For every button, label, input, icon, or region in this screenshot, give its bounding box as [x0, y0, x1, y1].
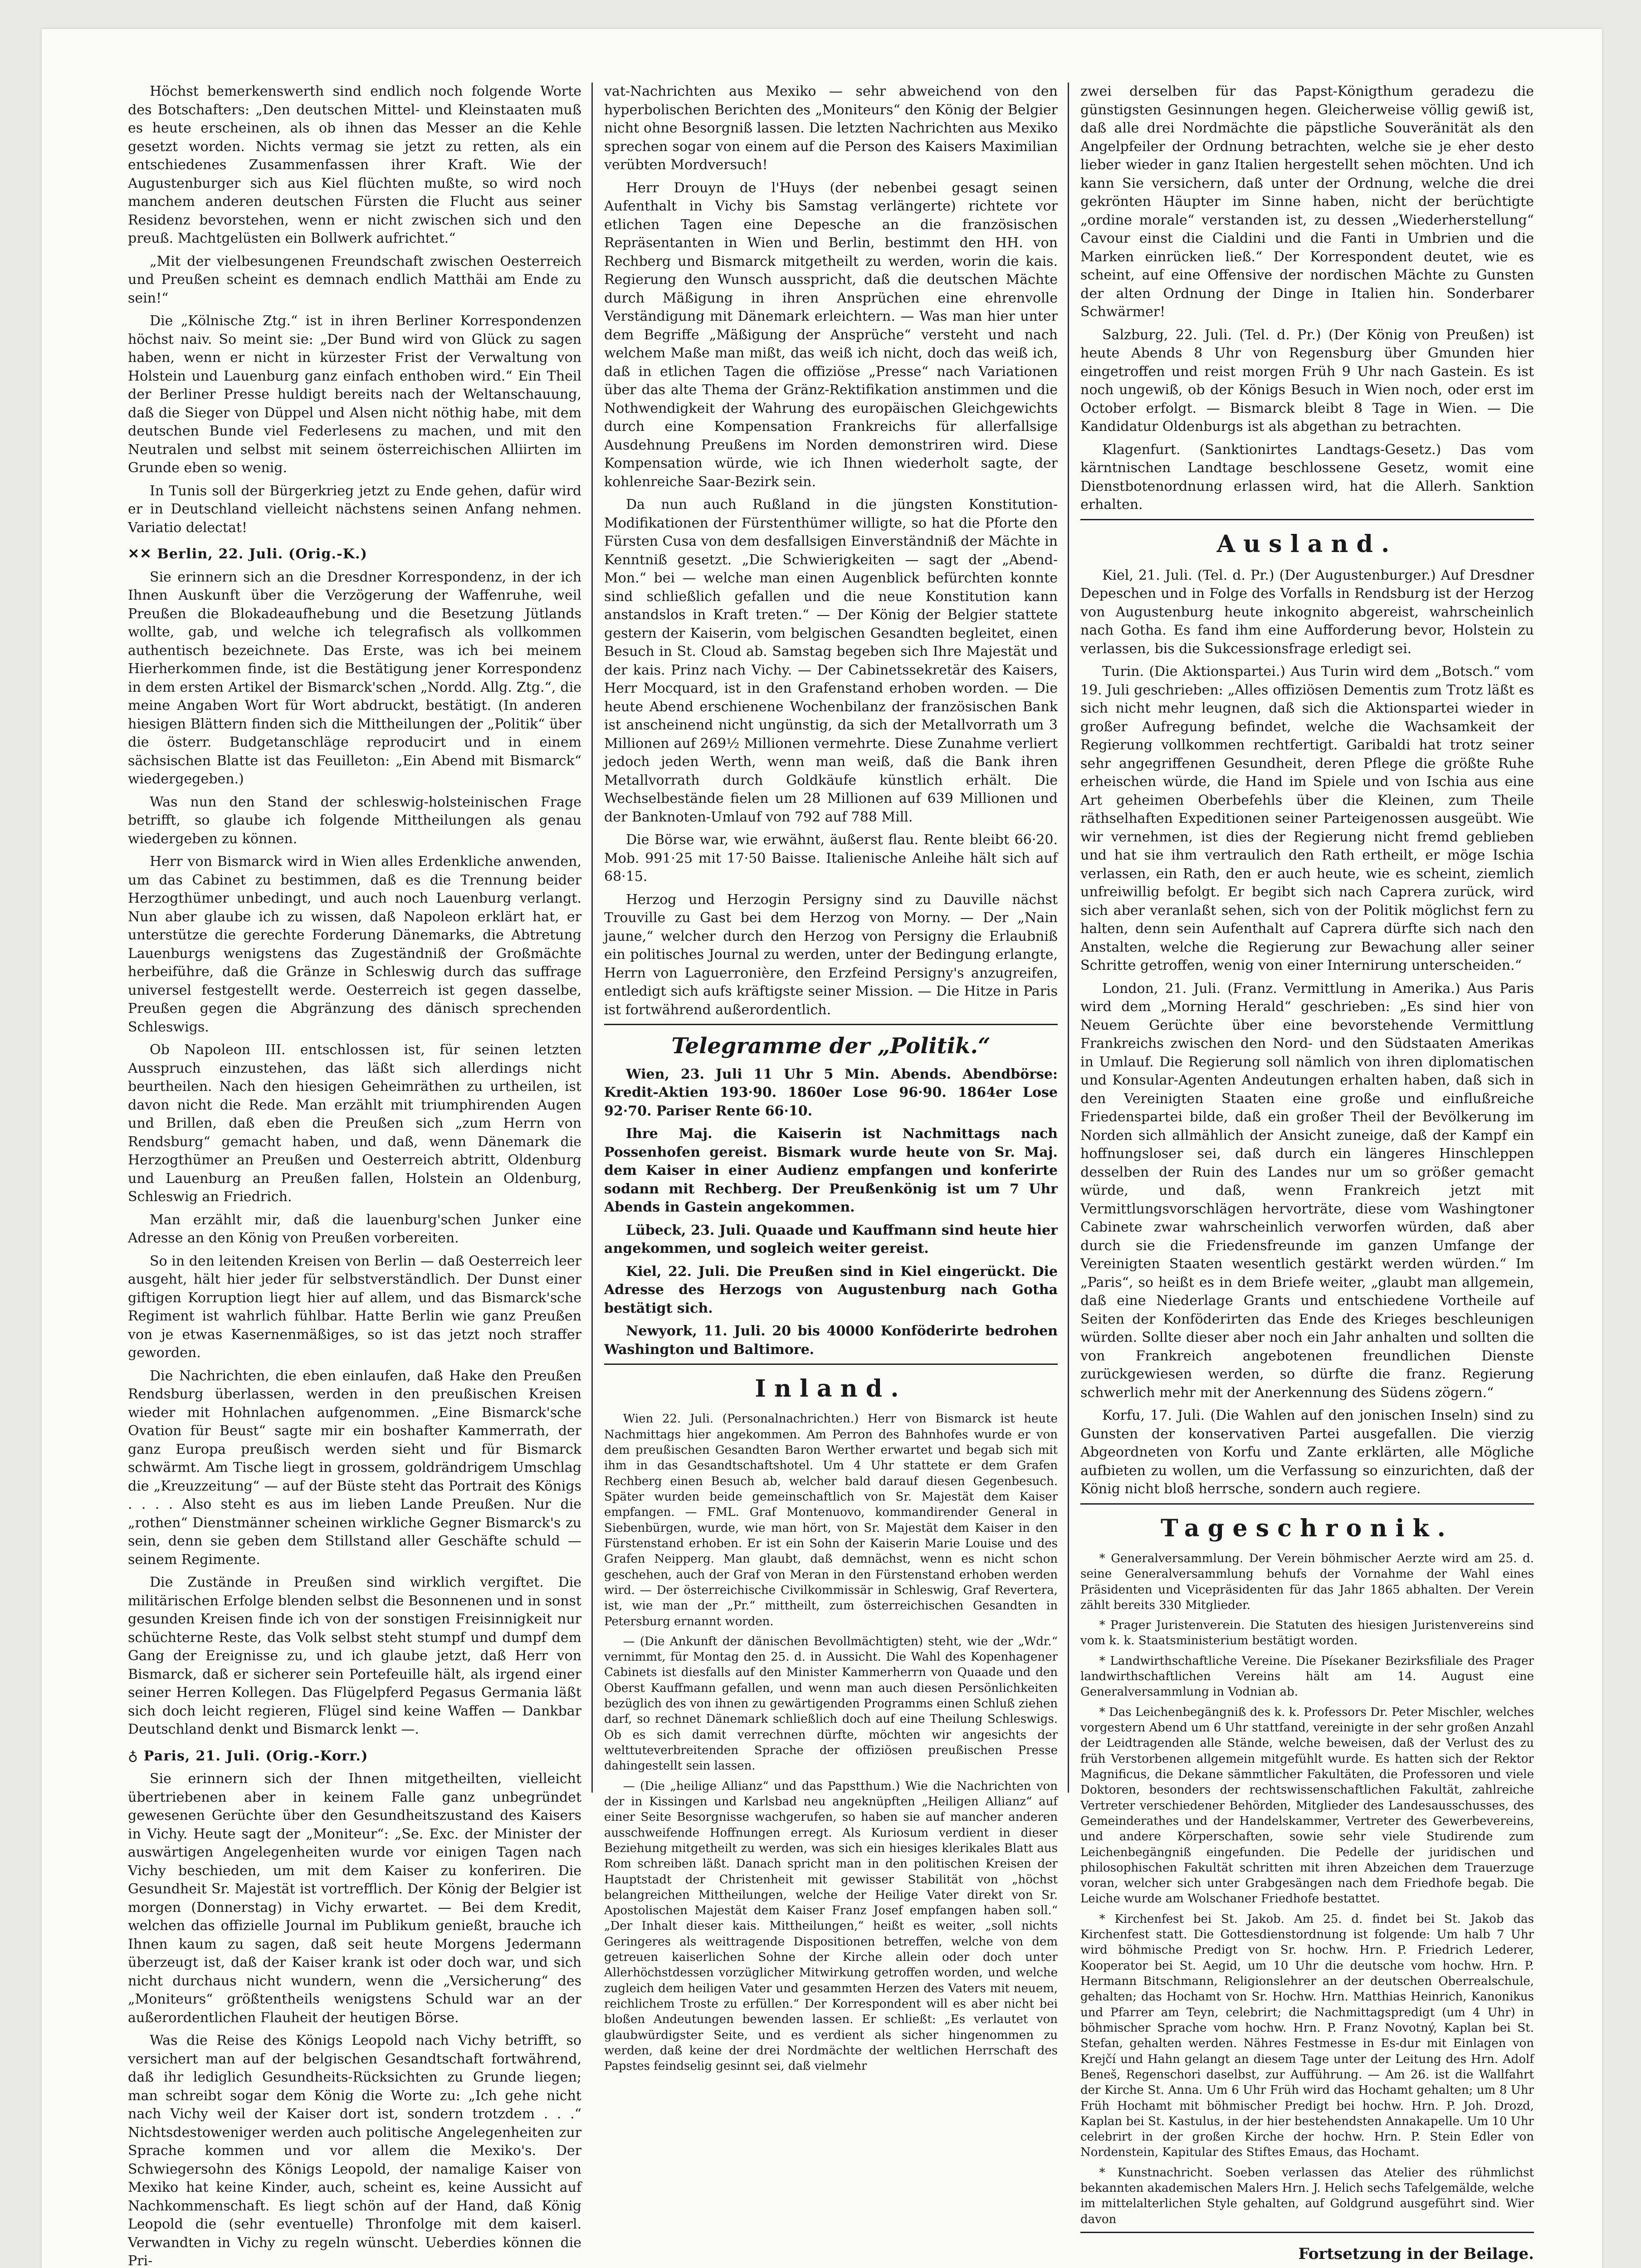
section-divider	[1080, 2232, 1534, 2233]
paragraph: Salzburg, 22. Juli. (Tel. d. Pr.) (Der König von Preußen) ist heute Abends 8 Uhr von Regensburg über Gmunden hier eingetroffen und reist morgen Früh 9 Uhr nach Gastein. Es ist noch ungewiß, ob der Königs Besuch in Wien noch, oder erst im October erfolgt. — Bismarck bleibt 8 Tage in Wien. — Die Kandidatur Oldenburgs ist als abgethan zu betrachten.	[1080, 327, 1534, 435]
paragraph: Die Börse war, wie erwähnt, äußerst flau. Rente bleibt 66·20. Mob. 991·25 mit 17·50 Baisse. Italienische Anleihe hält sich auf 68·15.	[604, 832, 1058, 885]
paragraph: * Kirchenfest bei St. Jakob. Am 25. d. findet bei St. Jakob das Kirchenfest statt. Die Gottesdienstordnung ist folgende: Um halb 7 Uhr wird böhmische Predigt von Sr. hochw. Hrn. P. Friedrich Lederer, Kooperator bei St. Aegid, um 10 Uhr die deutsche vom hochw. Hrn. P. Hermann Bitschmann, Religionslehrer an der deutschen Oberrealschule, gehalten; das Hochamt von Sr. Hochw. Hrn. Matthias Heinrich, Kanonikus und Pfarrer am Teyn, celebrirt; die Nachmittagspredigt (um 4 Uhr) in böhmischer Sprache vom hochw. Hrn. P. Franz Novotný, Kaplan bei St. Stefan, gehalten werden. Nähres Festmesse in Es-dur mit Einlagen von Krejčí und Hahn gelangt an diesem Tage unter der Leitung des Hrn. Adolf Beneš, Regenschori daselbst, zur Aufführung. — Am 26. ist die Wallfahrt der Kirche St. Anna. Um 6 Uhr Früh wird das Hochamt gehalten; um 8 Uhr Früh Hochamt mit böhmischer Predigt bei hochw. Hrn. P. Joh. Drozd, Kaplan bei St. Kastulus, in der hier bestehendsten Annakapelle. Um 10 Uhr celebrirt in der großen Kirche der hochw. Hrn. P. Stein Edler von Nordenstein, Kapitular des Stiftes Emaus, das Hochamt.	[1080, 1912, 1534, 2160]
section-divider	[1080, 1503, 1534, 1505]
paragraph: Was die Reise des Königs Leopold nach Vichy betrifft, so versichert man auf der belgischen Gesandtschaft fortwährend, daß ihr lediglich Gesundheits-Rücksichten zu Grunde liegen; man schreibt sogar dem König die Worte zu: „Ich gehe nicht nach Vichy weil der Kaiser dort ist, sondern trotzdem . . .“ Nichtsdestoweniger werden auch politische Angelegenheiten zur Sprache kommen und vor allem die Mexiko's. Der Schwiegersohn des Königs Leopold, der namalige Kaiser von Mexiko hat keine Kinder, auch, scheint es, keine Aussicht auf Nachkommenschaft. Es liegt schön auf der Hand, daß König Leopold die (sehr eventuelle) Thronfolge mit dem kaiserl. Verwandten in Vichy zu regeln wünscht. Ueberdies können die Pri-	[128, 2033, 581, 2268]
dateline-berlin: ✕✕ Berlin, 22. Juli. (Orig.-K.)	[128, 546, 368, 562]
paragraph: Korfu, 17. Juli. (Die Wahlen auf den jonischen Inseln) sind zu Gunsten der konservativen Partei ausgefallen. Die vierzig Abgeordneten von Korfu und Zante erklärten, alle Mögliche aufbieten zu wollen, um die Verfassung so einzurichten, daß der König nicht bloß herrsche, sondern auch regiere.	[1080, 1408, 1534, 1497]
telegram-item: Ihre Maj. die Kaiserin ist Nachmittags nach Possenhofen gereist. Bismark wurde heute von Sr. Maj. dem Kaiser in einer Audienz empfangen und konferirte sodann mit Rechberg. Der Preußenkönig ist um 7 Uhr Abends in Gastein angekommen.	[604, 1126, 1058, 1216]
section-title-ausland: Ausland.	[1216, 530, 1398, 558]
column-divider	[1068, 83, 1069, 1793]
paragraph: Herr Drouyn de l'Huys (der nebenbei gesagt seinen Aufenthalt in Vichy bis Samstag verlängerte) richtete vor etlichen Tagen eine Depesche an die französischen Repräsentanten in Wien und Berlin, bestimmt den HH. von Rechberg und Bismarck mitgetheilt zu werden, worin die kais. Regierung den Wunsch ausspricht, daß die deutschen Mächte durch Mäßigung in ihren Ansprüchen eine ehrenvolle Verständigung mit Dänemark erleichtern. — Was man hier unter dem Begriffe „Mäßigung der Ansprüche“ versteht und nach welchem Maße man mißt, das weiß ich nicht, doch das weiß ich, daß in etlichen Tagen die offiziöse „Presse“ nach Variationen über das alte Thema der Gränz-Rektifikation anstimmen und die Nothwendigkeit der Wahrung des europäischen Gleichgewichts durch eine Kompensation Frankreichs für allerfallsige Ausdehnung Preußens im Norden demonstriren wird. Diese Kompensation würde, wie ich Ihnen wiederholt sagte, der kohlenreiche Saar-Bezirk sein.	[604, 180, 1058, 490]
paragraph: Sie erinnern sich an die Dresdner Korrespondenz, in der ich Ihnen Auskunft über die Verzögerung der Waffenruhe, weil Preußen die Blokadeaufhebung und die Besetzung Jütlands wollte, gab, und welche ich telegrafisch als vollkommen authentisch bezeichnete. Das Erste, was ich bei meinem Hierherkommen finde, ist die Bestätigung jener Korrespondenz in dem ersten Artikel der Bismarck'schen „Nordd. Allg. Ztg.“, die meine Angaben Wort für Wort abdruckt, bestätigt. (In anderen hiesigen Blättern finden sich die Mittheilungen der „Politik“ über die österr. Budgetanschläge reproducirt und in einem sächsischen Blatte ist das Feuilleton: „Ein Abend mit Bismarck“ wiedergegeben.)	[128, 569, 581, 787]
paragraph: Kiel, 21. Juli. (Tel. d. Pr.) (Der Augustenburger.) Auf Dresdner Depeschen und in Folge des Vorfalls in Rendsburg ist der Herzog von Augustenburg heute inkognito abgereist, wahrscheinlich nach Gotha. Es fand ihm eine Aufforderung bevor, Holstein zu verlassen, bis die Sukcessionsfrage erledigt sei.	[1080, 567, 1534, 657]
paragraph: „Mit der vielbesungenen Freundschaft zwischen Oesterreich und Preußen scheint es demnach endlich Matthäi am Ende zu sein!“	[128, 253, 581, 306]
newspaper-page	[42, 29, 1602, 2268]
dateline-paris: ♁ Paris, 21. Juli. (Orig.-Korr.)	[128, 1748, 368, 1764]
paragraph: — (Die „heilige Allianz“ und das Papstthum.) Wie die Nachrichten von der in Kissingen und Karlsbad neu angeknüpften „Heiligen Allianz“ auf einer Seite Besorgnisse wachgerufen, so haben sie auf mancher anderen ausschweifende Hoffnungen erregt. Als Kuriosum verdient in dieser Beziehung mitgetheilt zu werden, was sich ein hiesiges klerikales Blatt aus Rom schreiben läßt. Danach spricht man in den politischen Kreisen der Hauptstadt der Christenheit mit gewisser Stabilität von „höchst belangreichen Mittheilungen, welche der Heilige Vater direkt von Sr. Apostolischen Majestät dem Kaiser Franz Josef empfangen haben soll.“ „Der Inhalt dieser kais. Mittheilungen,“ heißt es weiter, „soll nichts Geringeres als weittragende Dispositionen betreffen, welche von dem getreuen kaiserlichen Sohne der Kirche allein oder doch unter Allerhöchstdessen vorzüglicher Mitwirkung getroffen worden, und welche zugleich dem heiligen Vater und gesammten Herzen des Vaters mit neuem, reichlichem Troste zu erfüllen.“ Der Korrespondent will es aber nicht bei bloßen Andeutungen bewenden lassen. Er schließt: „Es verlautet von glaubwürdigster Seite, und es verdient als sicher hingenommen zu werden, daß keine der drei Nordmächte der weltlichen Herrschaft des Papstes feindselig gesinnt sei, daß vielmehr	[604, 1779, 1058, 2073]
paragraph: Die Nachrichten, die eben einlaufen, daß Hake den Preußen Rendsburg überlassen, werden in den preußischen Kreisen wieder mit Hohnlachen aufgenommen. „Eine Bismarck'sche Ovation für Beust“ sagte mir ein boshafter Kammerrath, der ganz Europa preußisch werden sieht und für Bismarck schwärmt. Am Tische liegt in grossem, goldrändrigem Umschlag die „Kreuzzeitung“ — auf der Büste steht das Portrait des Königs . . . . Also steht es aus im lieben Lande Preußen. Nur die „rothen“ Dienstmänner scheinen wirkliche Gegner Bismarck's zu sein, denn sie geben dem Stillstand aller Geschäfte schuld — seinem Regimente.	[128, 1368, 581, 1568]
telegram-item: Lübeck, 23. Juli. Quaade und Kauffmann sind heute hier angekommen, und sogleich weiter gereist.	[604, 1222, 1058, 1257]
paragraph: In Tunis soll der Bürgerkrieg jetzt zu Ende gehen, dafür wird er in Deutschland vielleicht nächstens seinen Anfang nehmen. Variatio delectat!	[128, 483, 581, 536]
paragraph: Wien 22. Juli. (Personalnachrichten.) Herr von Bismarck ist heute Nachmittags hier angekommen. Am Perron des Bahnhofes wurde er von dem preußischen Gesandten Baron Werther erwartet und begab sich mit ihm in das Gesandtschaftshotel. Um 4 Uhr stattete er dem Grafen Rechberg einen Besuch ab, welcher bald darauf diesen Gegenbesuch. Später wurden beide gemeinschaftlich von Sr. Majestät dem Kaiser empfangen. — FML. Graf Montenuovo, kommandirender General in Siebenbürgen, wurde, wie man hört, von Sr. Majestät dem Kaiser in den Fürstenstand erhoben. Er ist ein Sohn der Kaiserin Marie Louise und des Grafen Neipperg. Man glaubt, daß demnächst, wenn es nicht schon geschehen, auch der Graf von Meran in den Fürstenstand erhoben werden wird. — Der österreichische Civilkommissär in Schleswig, Graf Revertera, ist, wie man der „Pr.“ mittheilt, zum österreichischen Gesandten in Petersburg ernannt worden.	[604, 1412, 1058, 1628]
paragraph: * Kunstnachricht. Soeben verlassen das Atelier des rühmlichst bekannten akademischen Malers Hrn. J. Helich sechs Tafelgemälde, welche im mittelalterlichen Style gehalten, auf Goldgrund ausgeführt sind. Wier davon	[1080, 2165, 1534, 2226]
column-left	[128, 83, 581, 2268]
paragraph: * Landwirthschaftliche Vereine. Die Písekaner Bezirksfiliale des Prager landwirthschaftlichen Vereins hält am 14. August eine Generalversammlung in Vodnian ab.	[1080, 1654, 1534, 1699]
paragraph: — (Die Ankunft der dänischen Bevollmächtigten) steht, wie der „Wdr.“ vernimmt, für Montag den 25. d. in Aussicht. Die Wahl des Kopenhagener Cabinets ist diesfalls auf den Minister Kammerherrn von Quaade und den Oberst Kauffmann gefallen, und wenn man auch diesen Persönlichkeiten bezüglich des von ihnen zu gewärtigenden Programms einen Schluß ziehen darf, so rechnet Dänemark schließlich doch auf eine Theilung Schleswigs. Ob es sich damit verrechnen dürfte, möchten wir angesichts der welttuteverbreitenden Sprache der offiziösen preußischen Presse dahingestellt sein lassen.	[604, 1634, 1058, 1773]
paragraph: Die „Kölnische Ztg.“ ist in ihren Berliner Korrespondenzen höchst naiv. So meint sie: „Der Bund wird von Glück zu sagen haben, wenn er nicht in kürzester Frist der Verwaltung von Holstein und Lauenburg ganz einfach enthoben wird.“ Ein Theil der Berliner Presse huldigt bereits nach der Weltanschauung, daß die Sieger von Düppel und Alsen nicht nöthig habe, mit dem deutschen Bunde viel Federlesens zu machen, und mit den Neutralen und selbst mit seinem österreichischen Alliirten im Grunde eben so wenig.	[128, 313, 581, 476]
paragraph: zwei derselben für das Papst-Königthum geradezu die günstigsten Gesinnungen hegen. Gleicherweise völlig gewiß ist, daß alle drei Nordmächte die päpstliche Souveränität als den Angelpfeiler der Ordnung betrachten, welche sie je eher desto lieber wieder in ganz Italien hergestellt sehen möchten. Und ich kann Sie versichern, daß unter der Ordnung, welche die drei gekrönten Häupter im Sinne haben, nicht der berüchtigte „ordine morale“ verstanden ist, zu dessen „Wiederherstellung“ Cavour einst die Cialdini und die Fanti in Umbrien und die Marken einrücken ließ.“ Der Korrespondent deutet, wie es scheint, auf eine Offensive der nordischen Mächte zu Gunsten der alten Ordnung der Dinge in Italien hin. Sonderbarer Schwärmer!	[1080, 83, 1534, 320]
paragraph: Die Zustände in Preußen sind wirklich vergiftet. Die militärischen Erfolge blenden selbst die Besonnenen und in sonst gesunden Kreisen finde ich von der sonstigen Freisinnigkeit nur schüchterne Reste, das Volk selbst steht stumpf und dumpf dem Gang der Ereignisse zu, und ich glaube jetzt, daß Herr von Bismarck, daß er sicherer sein Portefeuille hält, als irgend einer seiner Herren Kollegen. Das Flügelpferd Pegasus Germania läßt sich doch leicht regieren, Flügel sind keine Waffen — Dankbar Deutschland denkt und Bismarck lenkt —.	[128, 1574, 581, 1737]
paragraph: Höchst bemerkenswerth sind endlich noch folgende Worte des Botschafters: „Den deutschen Mittel- und Kleinstaaten muß es heute erscheinen, als ob ihnen das Messer an die Kehle gesetzt worden. Nichts vermag sie jetzt zu retten, als ein entschiedenes Zusammenfassen ihrer Kraft. Wie der Augustenburger sich aus Kiel flüchten mußte, so wird noch manchem anderen deutschen Fürsten die Flucht aus seiner Residenz bevorstehen, wenn er nicht zwischen sich und den preuß. Machtgelüsten ein Bollwerk aufrichtet.“	[128, 83, 581, 246]
paragraph: * Generalversammlung. Der Verein böhmischer Aerzte wird am 25. d. seine Generalversammlung behufs der Vornahme der Wahl eines Präsidenten und Vicepräsidenten für das Jahr 1865 abhalten. Der Verein zählt bereits 330 Mitglieder.	[1080, 1551, 1534, 1612]
inland-block	[604, 1411, 1058, 2074]
section-divider	[1080, 519, 1534, 520]
telegram-item: Newyork, 11. Juli. 20 bis 40000 Konföderirte bedrohen Washington und Baltimore.	[604, 1323, 1058, 1358]
telegram-block	[604, 1066, 1058, 1359]
telegram-item: Kiel, 22. Juli. Die Preußen sind in Kiel eingerückt. Die Adresse des Herzogs von Augustenburg nach Gotha bestätigt sich.	[604, 1263, 1058, 1316]
section-title-inland: Inland.	[755, 1375, 907, 1403]
section-title-telegrams: Telegramme der „Politik.“	[671, 1033, 991, 1059]
paragraph: Herzog und Herzogin Persigny sind zu Dauville nächst Trouville zu Gast bei dem Herzog von Morny. — Der „Nain jaune,“ welcher durch den Herzog von Persigny die Erlaubniß ein politisches Journal zu werden, unter der Bedingung erlangte, Herrn von Laguerronière, den Erzfeind Persigny's anzugreifen, entledigt sich aufs kräftigste seiner Mission. — Die Hitze in Paris ist fortwährend außerordentlich.	[604, 891, 1058, 1018]
paragraph: Ob Napoleon III. entschlossen ist, für seinen letzten Ausspruch einzustehen, das läßt sich allerdings nicht beurtheilen. Nach den hiesigen Geheimräthen zu urtheilen, ist davon nicht die Rede. Man erzählt mit triumphirenden Augen und Brillen, daß eben die Preußen sich „zum Herrn von Rendsburg“ gemacht haben, und daß, wenn Dänemark die Herzogthümer an Preußen und Oesterreich abtritt, Oldenburg und Lauenburg an Preußen fallen, Holstein an Oldenburg, Schleswig an Friedrich.	[128, 1042, 581, 1205]
tageschronik-block	[1080, 1551, 1534, 2227]
paragraph: Da nun auch Rußland in die jüngsten Konstitution-Modifikationen der Fürstenthümer willigte, so hat die Pforte den Fürsten Cusa von dem desfallsigen Einverständniß der Mächte in Kenntniß gesetzt. „Die Schwierigkeiten — sagt der „Abend-Mon.“ bei — welche man einen Augenblick befürchten konnte sind schließlich gefallen und die neue Konstitution kann anstandslos in Kraft treten.“ — Der König der Belgier stattete gestern der Kaiserin, vom belgischen Gesandten begleitet, einen Besuch in St. Cloud ab. Samstag begeben sich Ihre Majestät und der kais. Prinz nach Vichy. — Der Cabinetssekretär des Kaisers, Herr Mocquard, ist in den Grafenstand erhoben worden. — Die heute Abend erschienene Wochenbilanz der französischen Bank ist anscheinend nicht ungünstig, da sich der Metallvorrath um 3 Millionen auf 269½ Millionen vermehrte. Diese Zunahme verliert jedoch jeden Werth, wenn man weiß, daß die Bank ihren Metallvorrath durch Goldkäufe künstlich erhält. Die Wechselbestände fielen um 28 Millionen auf 639 Millionen und der Banknoten-Umlauf von 792 auf 788 Mill.	[604, 497, 1058, 825]
section-title-tageschronik: Tageschronik.	[1161, 1514, 1454, 1542]
paragraph: * Das Leichenbegängniß des k. k. Professors Dr. Peter Mischler, welches vorgestern Abend um 6 Uhr stattfand, vereinigte in der sehr großen Anzahl der Leidtragenden alle Stände, welche beweisen, daß der Verlust des zu früh Verstorbenen allgemein mitgefühlt wurde. Es hatten sich der Rektor Magnificus, die Dekane sämmtlicher Fakultäten, die Professoren und viele Doktoren, besonders der rechtswissenschaftlichen Fakultät, zahlreiche Vertreter verschiedener Behörden, Mitglieder des Landesausschusses, des Gemeinderathes und der Handelskammer, Vertreter des Gewerbevereins, und andere Körperschaften, sowie sehr viele Studirende zum Leichenbegängniß eingefunden. Die Pedelle der juridischen und philosophischen Fakultät schritten mit ihren Abzeichen dem Trauerzuge voran, welcher sich unter Grabgesängen nach dem Friedhofe begab. Die Leiche wurde am Wolschaner Friedhofe bestattet.	[1080, 1705, 1534, 1906]
paragraph: * Prager Juristenverein. Die Statuten des hiesigen Juristenvereins sind vom k. k. Staatsministerium bestätigt worden.	[1080, 1618, 1534, 1648]
paragraph: vat-Nachrichten aus Mexiko — sehr abweichend von den hyperbolischen Berichten des „Moniteurs“ den König der Belgier nicht ohne Besorgniß lassen. Die letzten Nachrichten aus Mexiko sprechen sogar von einem auf die Person des Kaisers Maximilian verübten Mordversuch!	[604, 83, 1058, 173]
column-divider	[591, 83, 593, 1793]
continuation-note: Fortsetzung in der Beilage.	[1298, 2245, 1534, 2263]
telegram-item: Wien, 23. Juli 11 Uhr 5 Min. Abends. Abendbörse: Kredit-Aktien 193·90. 1860er Lose 96·90. 1864er Lose 92·70. Pariser Rente 66·10.	[604, 1066, 1058, 1119]
paragraph: Sie erinnern sich der Ihnen mitgetheilten, vielleicht übertriebenen aber in keinem Falle ganz unbegründet gewesenen Gerüchte über den Gesundheitszustand des Kaisers in Vichy. Heute sagt der „Moniteur“: „Se. Exc. der Minister der auswärtigen Angelegenheiten wurde vor einigen Tagen nach Vichy beschieden, um mit dem Kaiser zu konferiren. Die Gesundheit Sr. Majestät ist vortrefflich. Der König der Belgier ist morgen (Donnerstag) in Vichy erwartet. — Bei dem Kredit, welchen das offizielle Journal im Publikum genießt, brauche ich Ihnen kaum zu sagen, daß seit heute Morgens Jedermann überzeugt ist, daß der Kaiser krank ist oder doch war, und sich nicht durchaus nicht wundern, wenn die „Versicherung“ des „Moniteurs“ größtentheils wenigstens Schuld war an der außerordentlichen Flauheit der heutigen Börse.	[128, 1771, 581, 2026]
paragraph: Turin. (Die Aktionspartei.) Aus Turin wird dem „Botsch.“ vom 19. Juli geschrieben: „Alles offiziösen Dementis zum Trotz läßt es sich nicht mehr leugnen, daß sich die Aktionspartei wieder in großer Aufregung befindet, welche die Wachsamkeit der Regierung vollkommen rechtfertigt. Garibaldi hat trotz seiner sehr angegriffenen Gesundheit, deren Pflege die größte Ruhe erheischen würde, die Hand im Spiele und von Ischia aus eine Art geheimen Oberbefehls über die Kleinen, zum Theile räthselhaften Expeditionen seiner Parteigenossen ausgeübt. Wie wir vernehmen, ist dies der Regierung nicht fremd geblieben und hat sie ihm vertraulich den Rath ertheilt, er möge Ischia verlassen, ein Rath, den er auch heute, wie es scheint, ziemlich unfreiwillig befolgt. Er begibt sich nach Caprera zurück, wird sich aber veranlaßt sehen, sich von der Politik möglichst fern zu halten, denn sein Aufenthalt auf Caprera dürfte sich nach den Anstalten, welche die Regierung zur Bewachung aller seiner Schritte getroffen, wenig von einer Internirung unterscheiden.“	[1080, 664, 1534, 974]
paragraph: Was nun den Stand der schleswig-holsteinischen Frage betrifft, so glaube ich folgende Mittheilungen als genau wiedergeben zu können.	[128, 794, 581, 847]
column-middle	[604, 83, 1058, 2073]
paragraph: So in den leitenden Kreisen von Berlin — daß Oesterreich leer ausgeht, hält hier jeder für selbstverständlich. Der Dunst einer giftigen Korruption liegt hier auf allem, und das Bismarck'sche Regiment ist wahrlich fühlbar. Hatte Berlin wie ganz Preußen von je etwas Kasernenmäßiges, so ist das jetzt noch straffer geworden.	[128, 1253, 581, 1361]
section-divider	[604, 1364, 1058, 1365]
section-divider	[604, 1024, 1058, 1025]
paragraph: Man erzählt mir, daß die lauenburg'schen Junker eine Adresse an den König von Preußen vorbereiten.	[128, 1212, 581, 1246]
paragraph: Klagenfurt. (Sanktionirtes Landtags-Gesetz.) Das vom kärntnischen Landtage beschlossene Gesetz, womit eine Dienstbotenordnung erlassen wird, hat die Allerh. Sanktion erhalten.	[1080, 441, 1534, 513]
column-right	[1080, 83, 1534, 2263]
paragraph: London, 21. Juli. (Franz. Vermittlung in Amerika.) Aus Paris wird dem „Morning Herald“ geschrieben: „Es sind hier von Neuem Gerüchte über eine bevorstehende Vermittlung Frankreichs zwischen den Nord- und den Südstaaten Amerikas in Umlauf. Die Regierung soll nämlich von ihren diplomatischen und Konsular-Agenten Andeutungen erhalten haben, daß sich in den Vereinigten Staaten eine große und einflußreiche Friedenspartei bilde, daß ein großer Theil der Bevölkerung im Norden sich allmählich der Ansicht zuneige, daß der Kampf ein hoffnungsloser sei, daß durch ein längeres Hinschleppen desselben der Ruin des Landes nur um so größer gemacht würde, und daß, wenn Frankreich jetzt mit Vermittlungsvorschlägen hervorträte, diese vom Washingtoner Cabinete zwar wahrscheinlich verworfen würden, daß aber durch sie die Friedensfreunde im ganzen Umfange der Vereinigten Staaten wesentlich gestärkt werden würden.“ Im „Paris“, so heißt es in dem Briefe weiter, „glaubt man allgemein, daß eine Niederlage Grants und entschiedene Vortheile auf Seiten der Konföderirten das Ende des Krieges beschleunigen würden. Sollte dieser aber noch ein Jahr anhalten und sollten die von Frankreich angebotenen freundlichen Dienste zurückgewiesen werden, so dürfte die franz. Regierung schwerlich mehr mit der Anerkennung des Südens zögern.“	[1080, 980, 1534, 1401]
paragraph: Herr von Bismarck wird in Wien alles Erdenkliche anwenden, um das Cabinet zu bestimmen, daß es die Trennung beider Herzogthümer unbedingt, und auch noch Lauenburg verlangt. Nun aber glaube ich zu wissen, daß Napoleon erklärt hat, er unterstütze die gerechte Forderung Dänemarks, die Abtretung Lauenburgs wenigstens das Zugeständniß der Großmächte herbeiführe, daß die Gränze in Schleswig durch das suffrage universel festgestellt werde. Oesterreich ist gegen dasselbe, Preußen gegen die Abgränzung des dänisch sprechenden Schleswigs.	[128, 854, 581, 1035]
